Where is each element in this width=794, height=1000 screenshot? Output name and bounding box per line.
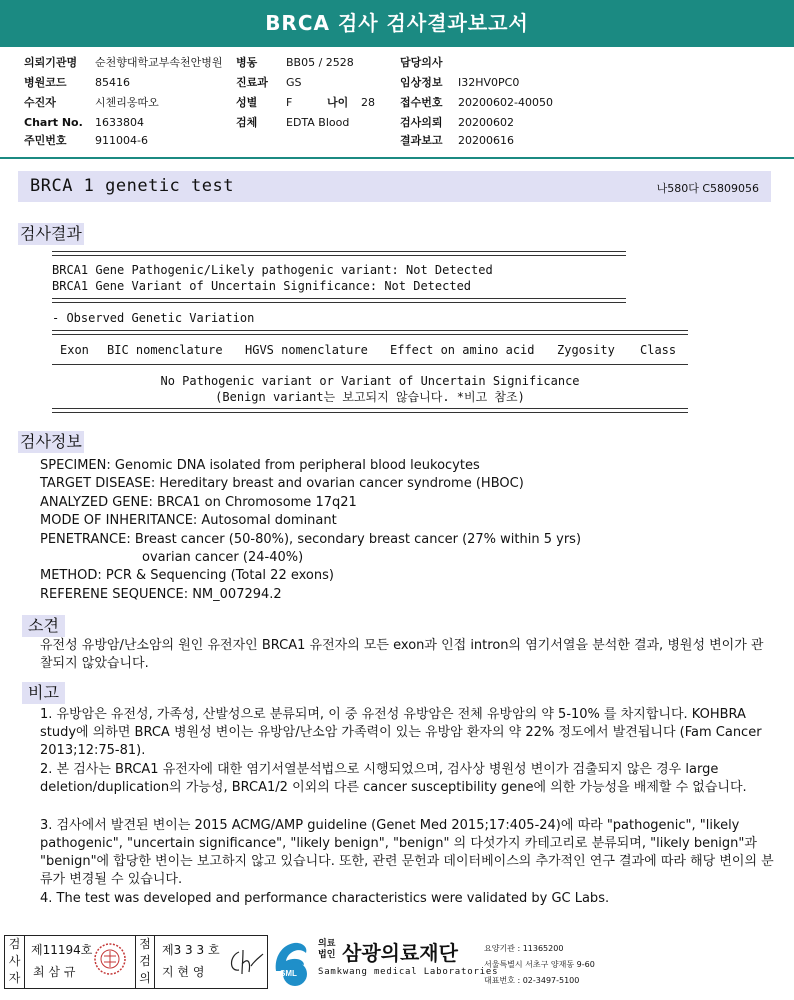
info-divider — [0, 157, 794, 159]
test-name: BRCA 1 genetic test — [30, 176, 234, 196]
hospital-code-label: 병원코드 — [24, 76, 67, 89]
patient-label: 수진자 — [24, 96, 56, 109]
resident-value: 911004-6 — [95, 134, 148, 147]
specimen-label: 검체 — [236, 116, 258, 129]
org-english-name: Samkwang medical Laboratories — [318, 967, 499, 977]
chart-label: Chart No. — [24, 116, 83, 129]
remark-1: 1. 유방암은 유전성, 가족성, 산발성으로 분류되며, 이 중 유전성 유방암은 전체 유방암의 약 5-10% 를 차지합니다. KOHBRA study에 의하면 BRCA 병원성 변이는 유방암/난소암 가족력이 있는 유방암 환자의 약 22% 정도에서 발견됩니다 (Fam Cancer 2013;12:75-81). — [40, 707, 762, 758]
checker-signature-icon — [225, 946, 265, 978]
divider — [52, 408, 688, 413]
checker-label: 점검의 — [135, 936, 155, 988]
request-label: 검사의뢰 — [400, 116, 443, 129]
test-name-bar — [18, 171, 771, 202]
report-title: BRCA 검사 검사결과보고서 — [0, 0, 794, 47]
clinical-label: 임상정보 — [400, 76, 443, 89]
benign-note: (Benign variant는 보고되지 않습니다. *비고 참조) — [215, 390, 525, 404]
dept-label: 진료과 — [236, 76, 268, 89]
penetrance-info-cont: ovarian cancer (24-40%) — [142, 550, 304, 565]
age-value: 28 — [361, 96, 375, 109]
remark-3: 3. 검사에서 발견된 변이는 2015 ACMG/AMP guideline (Genet Med 2015;17:405-24)에 따라 "pathogenic", "likely pathogenic", "uncertain significance", "likely benign", "benign" 의 다섯가지 카테고리로 분류되며, "likely benign"과 "benign"에 합당한 변이는 보고하지 않고 있습니다. 또한, 관련 문헌과 데이터베이스의 추가적인 연구 결과에 따라 해당 변이의 분류가 변경될 수 있습니다. — [40, 818, 774, 887]
examiner-label: 검사자 — [5, 936, 25, 988]
examiner-seal-icon — [93, 942, 127, 976]
specimen-value: EDTA Blood — [286, 116, 350, 129]
sex-value: F — [286, 96, 293, 109]
examiner-name: 최 삼 규 — [33, 965, 76, 979]
signature-box — [4, 935, 268, 989]
analyzed-gene-info: ANALYZED GENE: BRCA1 on Chromosome 17q21 — [40, 495, 357, 510]
test-info-heading: 검사정보 — [20, 432, 82, 451]
remarks-heading: 비고 — [22, 682, 65, 704]
org-address: 서울특별시 서초구 양재동 9-60 — [484, 960, 595, 969]
org-type-bottom: 법인 — [318, 950, 336, 960]
org-name: 삼광의료재단 — [342, 941, 458, 965]
checker-name: 지 현 영 — [162, 965, 205, 979]
divider — [52, 298, 626, 303]
vus-result: BRCA1 Gene Variant of Uncertain Significance: Not Detected — [52, 279, 472, 293]
opinion-text: 유전성 유방암/난소암의 원인 유전자인 BRCA1 유전자의 모든 exon과 인접 intron의 염기서열을 분석한 결과, 병원성 변이가 관찰되지 않았습니다. — [40, 638, 764, 671]
institution-label: 의뢰기관명 — [24, 56, 78, 69]
hospital-code-value: 85416 — [95, 76, 130, 89]
divider — [52, 364, 688, 365]
footer — [0, 933, 794, 1000]
institution-value: 순천향대학교부속천안병원 — [95, 56, 223, 69]
divider — [52, 330, 688, 335]
sml-logo-icon — [272, 937, 318, 987]
checker-license: 제3 3 3 호 — [162, 943, 220, 957]
test-code: 나580다 C5809056 — [656, 182, 759, 195]
inheritance-info: MODE OF INHERITANCE: Autosomal dominant — [40, 513, 337, 528]
column-header: Exon — [60, 343, 89, 357]
specimen-info: SPECIMEN: Genomic DNA isolated from peripheral blood leukocytes — [40, 458, 480, 473]
no-variant-message: No Pathogenic variant or Variant of Uncertain Significance — [160, 374, 580, 388]
logo-text: SML — [280, 969, 297, 978]
report-value: 20200616 — [458, 134, 514, 147]
reception-value: 20200602-40050 — [458, 96, 553, 109]
ward-label: 병동 — [236, 56, 258, 69]
org-logo — [272, 937, 499, 991]
result-heading: 검사결과 — [20, 224, 82, 243]
patient-info-block — [0, 54, 794, 158]
observed-variation-label: - Observed Genetic Variation — [52, 311, 255, 325]
column-header: Zygosity — [557, 343, 615, 357]
org-code: 요양기관 : 11365200 — [484, 944, 564, 953]
request-value: 20200602 — [458, 116, 514, 129]
column-header: Effect on amino acid — [390, 343, 535, 357]
column-header: HGVS nomenclature — [245, 343, 368, 357]
dept-value: GS — [286, 76, 302, 89]
chart-value: 1633804 — [95, 116, 144, 129]
target-disease-info: TARGET DISEASE: Hereditary breast and ovarian cancer syndrome (HBOC) — [40, 476, 524, 491]
report-label: 결과보고 — [400, 134, 443, 147]
penetrance-info: PENETRANCE: Breast cancer (50-80%), secondary breast cancer (27% within 5 yrs) — [40, 532, 582, 547]
resident-label: 주민번호 — [24, 134, 67, 147]
method-info: METHOD: PCR & Sequencing (Total 22 exons) — [40, 568, 334, 583]
org-type-top: 의료 — [318, 939, 336, 949]
ward-value: BB05 / 2528 — [286, 56, 354, 69]
divider — [52, 251, 626, 256]
doctor-label: 담당의사 — [400, 56, 443, 69]
remark-4: 4. The test was developed and performance characteristics were validated by GC Labs. — [40, 891, 610, 906]
sex-label: 성별 — [236, 96, 258, 109]
reception-label: 접수번호 — [400, 96, 443, 109]
pathogenic-result: BRCA1 Gene Pathogenic/Likely pathogenic variant: Not Detected — [52, 263, 493, 277]
clinical-value: I32HV0PC0 — [458, 76, 520, 89]
org-contact — [484, 941, 595, 989]
column-header: BIC nomenclature — [107, 343, 223, 357]
reference-sequence-info: REFERENE SEQUENCE: NM_007294.2 — [40, 587, 282, 602]
age-label: 나이 — [327, 96, 349, 109]
examiner-license: 제11194호 — [31, 943, 93, 957]
remark-2: 2. 본 검사는 BRCA1 유전자에 대한 염기서열분석법으로 시행되었으며, 검사상 병원성 변이가 검출되지 않은 경우 large deletion/duplication의 가능성, BRCA1/2 이외의 다른 cancer susceptibility gene에 의한 가능성을 배제할 수 없습니다. — [40, 762, 747, 795]
column-header: Class — [640, 343, 677, 357]
opinion-heading: 소견 — [22, 615, 65, 637]
patient-value: 시첸리옹따오 — [95, 96, 159, 109]
org-phone: 대표번호 : 02-3497-5100 — [484, 976, 580, 985]
